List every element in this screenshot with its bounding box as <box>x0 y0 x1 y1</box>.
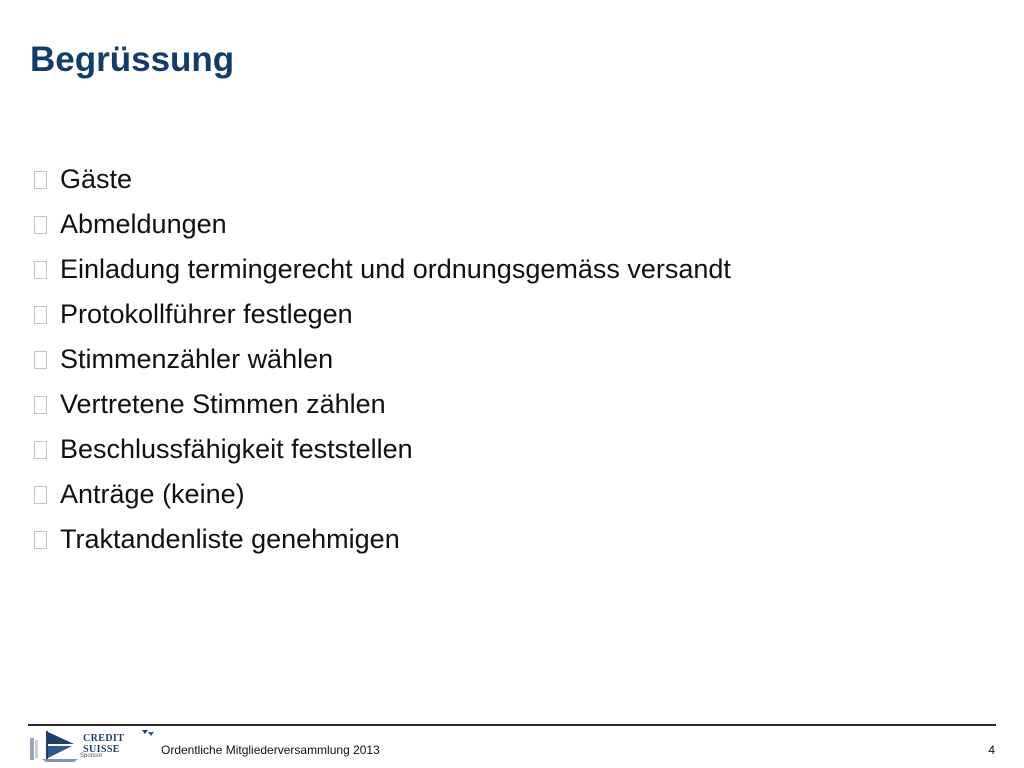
bullet-text: Abmeldungen <box>60 209 227 239</box>
bullet-icon <box>34 396 47 414</box>
sponsor-logo <box>30 728 160 764</box>
list-item <box>32 292 731 337</box>
footer-divider <box>28 724 996 726</box>
page-number: 4 <box>988 743 995 757</box>
footer-caption: Ordentliche Mitgliederversammlung 2013 <box>161 743 380 757</box>
slide-title: Begrüssung <box>30 40 235 79</box>
bullet-icon <box>34 441 47 459</box>
list-item <box>32 247 731 292</box>
list-item <box>32 427 731 472</box>
bullet-text: Einladung termingerecht und ordnungsgemäss versandt <box>60 254 731 284</box>
bullet-icon <box>34 171 47 189</box>
bullet-text: Vertretene Stimmen zählen <box>60 389 386 419</box>
logo-wordmark: CREDIT SUISSE <box>83 733 125 755</box>
bullet-icon <box>34 486 47 504</box>
list-item <box>32 337 731 382</box>
bullet-text: Anträge (keine) <box>60 479 245 509</box>
bullet-icon <box>34 216 47 234</box>
list-item <box>32 517 731 562</box>
logo-subtext: Sponsor <box>80 753 103 759</box>
bullet-text: Protokollführer festlegen <box>60 299 353 329</box>
list-item <box>32 157 731 202</box>
list-item <box>32 202 731 247</box>
bullet-icon <box>34 351 47 369</box>
bullet-text: Traktandenliste genehmigen <box>60 524 400 554</box>
bullet-icon <box>34 306 47 324</box>
bullet-text: Stimmenzähler wählen <box>60 344 334 374</box>
bullet-list <box>32 157 731 562</box>
list-item <box>32 472 731 517</box>
bullet-icon <box>34 261 47 279</box>
bullet-text: Beschlussfähigkeit feststellen <box>60 434 413 464</box>
bullet-icon <box>34 531 47 549</box>
bullet-text: Gäste <box>60 164 133 194</box>
list-item <box>32 382 731 427</box>
